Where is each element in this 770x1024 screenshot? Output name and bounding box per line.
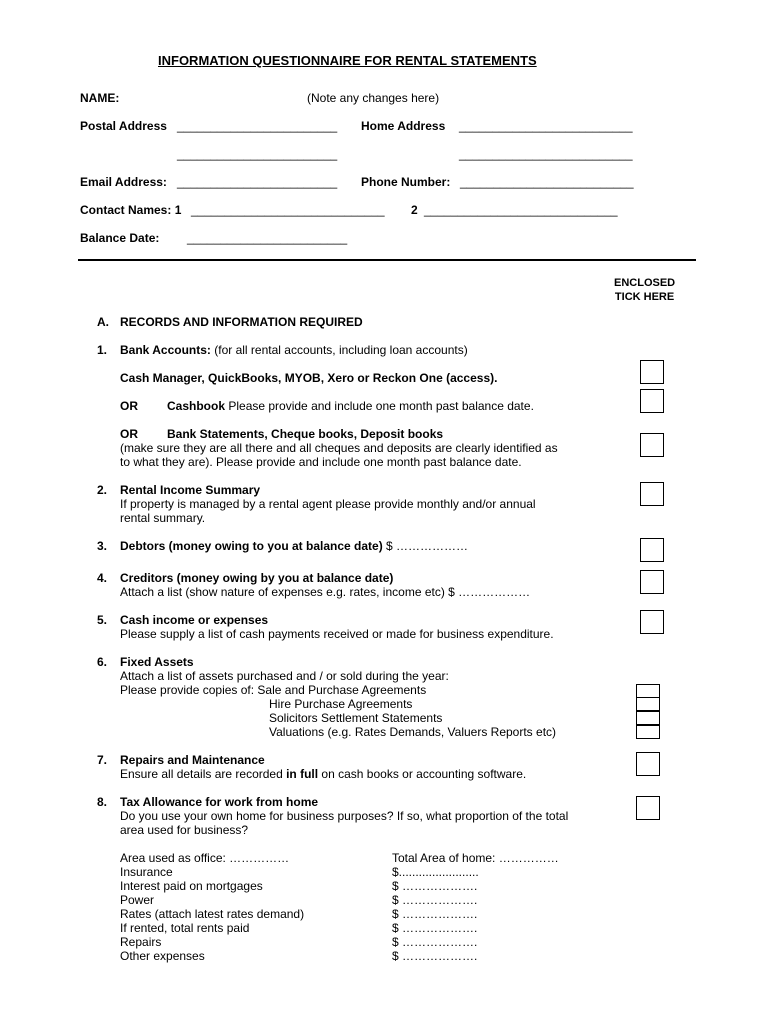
fixed-assets-sub-1: Hire Purchase Agreements bbox=[269, 697, 413, 711]
expense-amount[interactable]: $ ………………. bbox=[392, 949, 478, 963]
expense-label: Area used as office: …………… bbox=[120, 851, 290, 865]
expense-label: Power bbox=[120, 893, 155, 907]
expense-amount[interactable]: $ ………………. bbox=[392, 935, 478, 949]
section-heading: RECORDS AND INFORMATION REQUIRED bbox=[120, 315, 363, 329]
bank-statements-heading: Bank Statements, Cheque books, Deposit books bbox=[167, 427, 444, 441]
expense-label: Interest paid on mortgages bbox=[120, 879, 263, 893]
repairs-text-post: on cash books or accounting software. bbox=[318, 767, 527, 781]
debtors-amount: $ ……………… bbox=[382, 539, 469, 553]
tax-allowance-heading: Tax Allowance for work from home bbox=[120, 795, 319, 809]
expense-amount[interactable]: $ ………………. bbox=[392, 893, 478, 907]
cashbook-heading: Cashbook bbox=[167, 399, 226, 413]
email-label: Email Address: bbox=[80, 175, 167, 189]
tick-box-repairs[interactable] bbox=[636, 752, 660, 776]
item-number: 3. bbox=[97, 539, 108, 553]
creditors-text: Attach a list (show nature of expenses e.g. rates, income etc) $ ……………… bbox=[120, 585, 531, 599]
expense-amount[interactable]: $........................ bbox=[392, 865, 479, 879]
contact-name-1-field[interactable]: _____________________________ bbox=[191, 203, 385, 217]
bank-statements-note-1: (make sure they are all there and all cheques and deposits are clearly identified as bbox=[120, 441, 558, 455]
fixed-assets-sub-2: Solicitors Settlement Statements bbox=[269, 711, 443, 725]
rental-income-heading: Rental Income Summary bbox=[120, 483, 261, 497]
fixed-assets-text-1: Attach a list of assets purchased and / or sold during the year: bbox=[120, 669, 449, 683]
tick-box-cash-manager[interactable] bbox=[640, 360, 664, 384]
cashbook-note: Please provide and include one month past balance date. bbox=[225, 399, 534, 413]
fixed-assets-sub-3: Valuations (e.g. Rates Demands, Valuers Reports etc) bbox=[269, 725, 557, 739]
expense-amount[interactable]: Total Area of home: …………… bbox=[392, 851, 559, 865]
or-label: OR bbox=[120, 427, 138, 441]
fixed-assets-text-2: Please provide copies of: Sale and Purchase Agreements bbox=[120, 683, 427, 697]
contact-names-label: Contact Names: 1 bbox=[80, 203, 182, 217]
expense-label: Insurance bbox=[120, 865, 173, 879]
bank-accounts-heading: Bank Accounts: bbox=[120, 343, 211, 357]
expense-label: Other expenses bbox=[120, 949, 205, 963]
tick-box-valuations[interactable] bbox=[636, 725, 660, 739]
tick-here-label: TICK HERE bbox=[614, 291, 675, 303]
repairs-heading: Repairs and Maintenance bbox=[120, 753, 265, 767]
bank-statements-note-2: to what they are). Please provide and include one month past balance date. bbox=[120, 455, 522, 469]
debtors-heading: Debtors (money owing to you at balance date) bbox=[120, 539, 383, 553]
repairs-text bbox=[120, 767, 526, 781]
bank-accounts-line bbox=[120, 343, 468, 357]
tick-box-debtors[interactable] bbox=[640, 538, 664, 562]
name-label: NAME: bbox=[80, 91, 120, 105]
enclosed-heading bbox=[614, 276, 675, 304]
enclosed-label: ENCLOSED bbox=[614, 277, 676, 289]
name-note: (Note any changes here) bbox=[307, 91, 440, 105]
expense-amount[interactable]: $ ………………. bbox=[392, 879, 478, 893]
home-address-field[interactable]: __________________________ bbox=[459, 119, 633, 133]
balance-date-label: Balance Date: bbox=[80, 231, 160, 245]
item-number: 2. bbox=[97, 483, 108, 497]
page-title: INFORMATION QUESTIONNAIRE FOR RENTAL STATEMENTS bbox=[158, 53, 537, 68]
email-field[interactable]: ________________________ bbox=[177, 175, 338, 189]
cash-manager-text: Cash Manager, QuickBooks, MYOB, Xero or Reckon One (access). bbox=[120, 371, 498, 385]
item-number: 4. bbox=[97, 571, 108, 585]
creditors-heading: Creditors (money owing by you at balance date) bbox=[120, 571, 394, 585]
postal-address-field-2[interactable]: ________________________ bbox=[177, 147, 338, 161]
item-number: 6. bbox=[97, 655, 108, 669]
postal-address-label: Postal Address bbox=[80, 119, 167, 133]
tick-box-tax-allowance[interactable] bbox=[636, 796, 660, 820]
item-number: 1. bbox=[97, 343, 108, 357]
tax-allowance-text-1: Do you use your own home for business purposes? If so, what proportion of the total bbox=[120, 809, 569, 823]
repairs-text-pre: Ensure all details are recorded bbox=[120, 767, 287, 781]
tick-box-bank-statements[interactable] bbox=[640, 433, 664, 457]
item-number: 8. bbox=[97, 795, 108, 809]
repairs-text-emphasis: in full bbox=[286, 767, 319, 781]
fixed-assets-heading: Fixed Assets bbox=[120, 655, 194, 669]
balance-date-field[interactable]: ________________________ bbox=[187, 231, 348, 245]
tick-box-settlement[interactable] bbox=[636, 711, 660, 725]
postal-address-field[interactable]: ________________________ bbox=[177, 119, 338, 133]
cash-income-heading: Cash income or expenses bbox=[120, 613, 269, 627]
rental-income-text-1: If property is managed by a rental agent please provide monthly and/or annual bbox=[120, 497, 536, 511]
phone-label: Phone Number: bbox=[361, 175, 451, 189]
tick-box-cashbook[interactable] bbox=[640, 389, 664, 413]
cashbook-line bbox=[167, 399, 534, 413]
divider bbox=[78, 259, 696, 261]
phone-field[interactable]: __________________________ bbox=[460, 175, 634, 189]
rental-income-text-2: rental summary. bbox=[120, 511, 206, 525]
expense-amount[interactable]: $ ………………. bbox=[392, 921, 478, 935]
tax-allowance-text-2: area used for business? bbox=[120, 823, 249, 837]
expense-label: If rented, total rents paid bbox=[120, 921, 250, 935]
tick-box-cash-income[interactable] bbox=[640, 610, 664, 634]
section-letter: A. bbox=[97, 315, 109, 329]
tick-box-hire-purchase[interactable] bbox=[636, 697, 660, 711]
tick-box-sale-purchase[interactable] bbox=[636, 684, 660, 698]
expense-label: Repairs bbox=[120, 935, 162, 949]
contact-name-2-label: 2 bbox=[411, 203, 418, 217]
home-address-field-2[interactable]: __________________________ bbox=[459, 147, 633, 161]
contact-name-2-field[interactable]: _____________________________ bbox=[424, 203, 618, 217]
expense-amount[interactable]: $ ………………. bbox=[392, 907, 478, 921]
or-label: OR bbox=[120, 399, 138, 413]
item-number: 5. bbox=[97, 613, 108, 627]
cash-income-text: Please supply a list of cash payments received or made for business expenditure. bbox=[120, 627, 554, 641]
home-address-label: Home Address bbox=[361, 119, 446, 133]
tick-box-rental-income[interactable] bbox=[640, 482, 664, 506]
debtors-line bbox=[120, 539, 468, 553]
bank-accounts-note: (for all rental accounts, including loan accounts) bbox=[210, 343, 468, 357]
tick-box-creditors[interactable] bbox=[640, 570, 664, 594]
expense-label: Rates (attach latest rates demand) bbox=[120, 907, 305, 921]
item-number: 7. bbox=[97, 753, 108, 767]
